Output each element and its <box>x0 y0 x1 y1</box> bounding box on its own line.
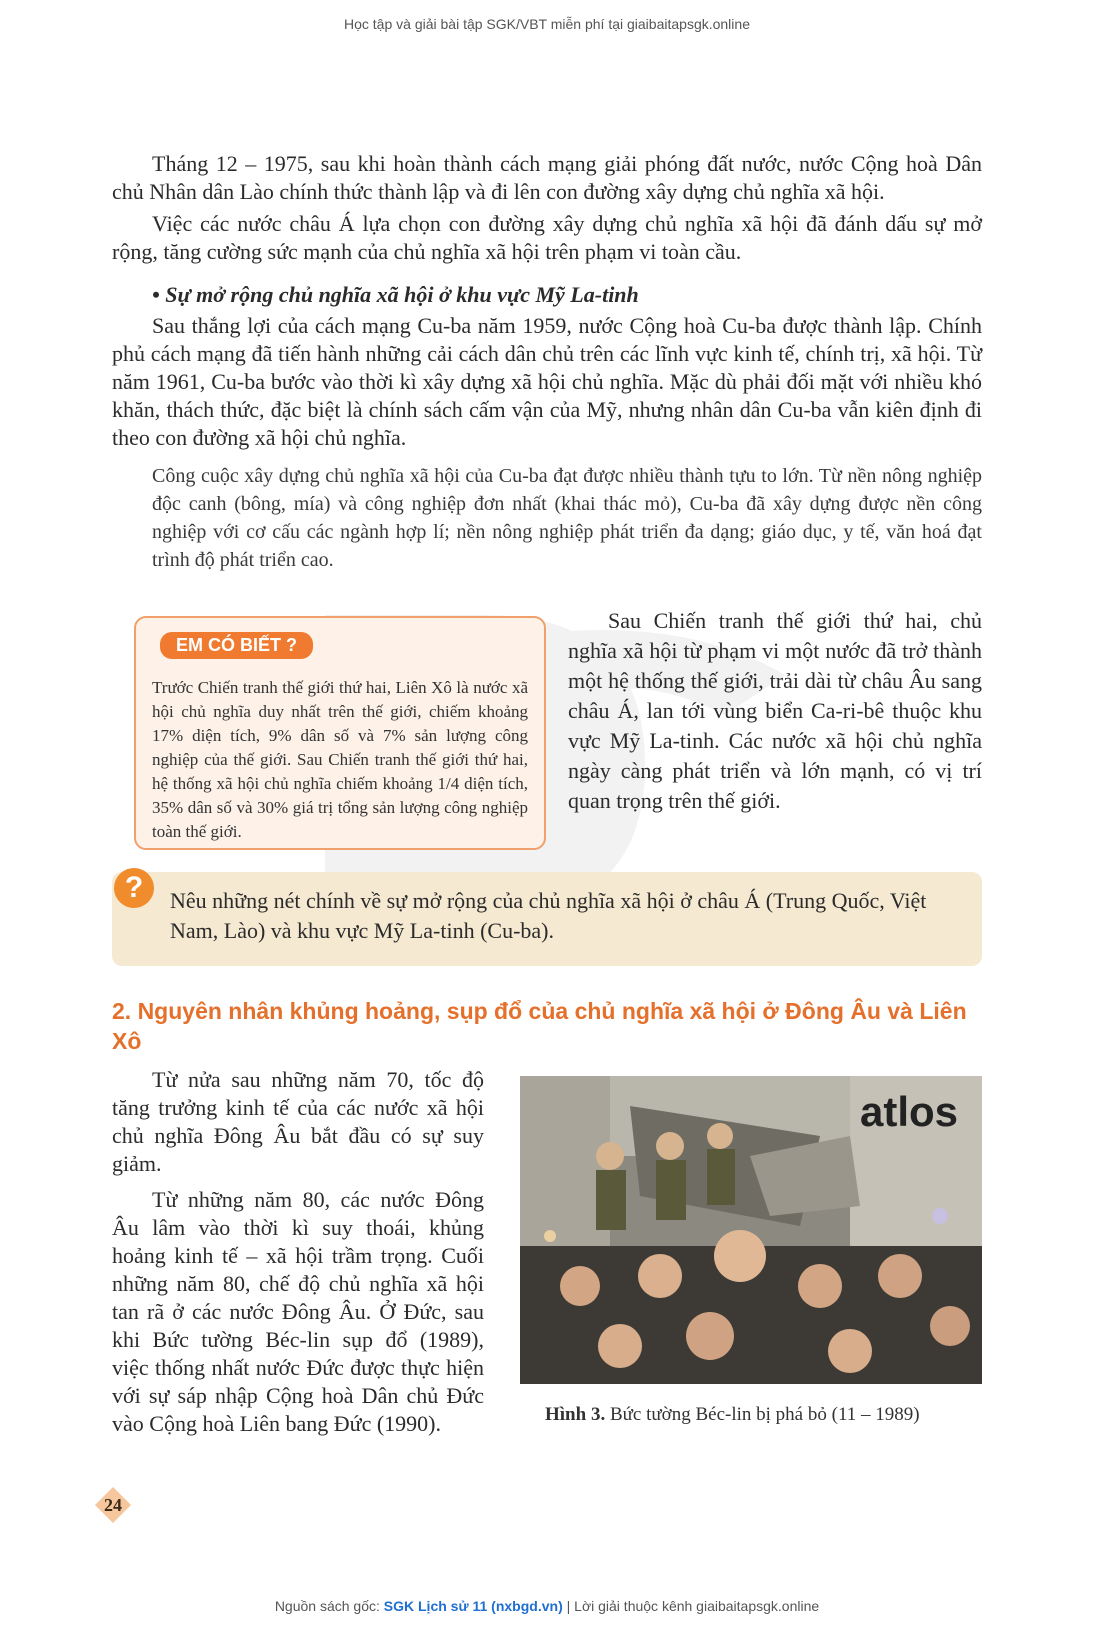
bullet-heading-latin-america: • Sự mở rộng chủ nghĩa xã hội ở khu vực Mỹ La-tinh <box>152 282 639 307</box>
top-banner: Học tập và giải bài tập SGK/VBT miễn phí tại giaibaitapsgk.online <box>344 16 750 32</box>
paragraph-growth-decline: Từ nửa sau những năm 70, tốc độ tăng trưởng kinh tế của các nước xã hội chủ nghĩa Đông Âu bắt đầu có sự suy giảm. <box>112 1067 484 1176</box>
source-book-link[interactable]: SGK Lịch sử 11 (nxbgd.vn) <box>383 1598 563 1614</box>
paragraph-cuba-achievements: Công cuộc xây dựng chủ nghĩa xã hội của Cu-ba đạt được nhiều thành tựu to lớn. Từ nền nông nghiệp độc canh (bông, mía) và công nghiệp đơn nhất (khai thác mỏ), Cu-ba đã xây dựng được nền công nghiệp với cơ cấu các ngành hợp lí; nền nông nghiệp phát triển đa dạng; giáo dục, y tế, văn hoá đạt trình độ phát triển cao. <box>152 465 982 571</box>
wall-graffiti: atlos <box>860 1088 959 1135</box>
question-text: Nêu những nét chính về sự mở rộng của chủ nghĩa xã hội ở châu Á (Trung Quốc, Việt Nam, Lào) và khu vực Mỹ La-tinh (Cu-ba). <box>170 888 927 943</box>
source-prefix: Nguồn sách gốc: <box>274 1598 380 1614</box>
paragraph-crisis: Từ những năm 80, các nước Đông Âu lâm vào thời kì suy thoái, khủng hoảng kinh tế – xã hội trầm trọng. Cuối những năm 80, chế độ chủ nghĩa xã hội tan rã ở các nước Đông Âu. Ở Đức, sau khi Bức tường Béc-lin sụp đổ (1989), việc thống nhất nước Đức được thực hiện với sự sáp nhập Cộng hoà Dân chủ Đức vào Cộng hoà Liên bang Đức (1990). <box>112 1187 484 1436</box>
page-number: 24 <box>104 1495 122 1515</box>
berlin-wall-photo-illustration <box>520 1076 982 1384</box>
paragraph-world-system: Sau Chiến tranh thế giới thứ hai, chủ nghĩa xã hội từ phạm vi một nước đã trở thành một hệ thống thế giới, trải dài từ châu Âu sang châu Á, lan tới vùng biển Ca-ri-bê thuộc khu vực Mỹ La-tinh. Các nước xã hội chủ nghĩa ngày càng phát triển và lớn mạnh, có vị trí quan trọng trên thế giới. <box>568 608 982 813</box>
berlin-wall-photo <box>520 1076 982 1384</box>
did-you-know-text: Trước Chiến tranh thế giới thứ hai, Liên Xô là nước xã hội chủ nghĩa duy nhất trên thế giới, chiếm khoảng 17% diện tích, 9% dân số và 7% sản lượng công nghiệp của thế giới. Sau Chiến tranh thế giới thứ hai, hệ thống xã hội chủ nghĩa chiếm khoảng 1/4 diện tích, 35% dân số và 30% giá trị tổng sản lượng công nghiệp toàn thế giới. <box>152 678 528 841</box>
section-heading-2: 2. Nguyên nhân khủng hoảng, sụp đổ của chủ nghĩa xã hội ở Đông Âu và Liên Xô <box>112 998 967 1054</box>
page-number-badge <box>93 1485 133 1525</box>
did-you-know-box <box>134 616 546 850</box>
figure-label: Hình 3. <box>545 1404 606 1425</box>
section-2-text <box>112 1066 484 1446</box>
paragraph-cuba-revolution: Sau thắng lợi của cách mạng Cu-ba năm 1959, nước Cộng hoà Cu-ba được thành lập. Chính phủ cách mạng đã tiến hành những cải cách dân chủ trên các lĩnh vực kinh tế, chính trị, xã hội. Từ năm 1961, Cu-ba bước vào thời kì xây dựng xã hội chủ nghĩa. Mặc dù phải đối mặt với nhiều khó khăn, thách thức, đặc biệt là chính sách cấm vận của Mỹ, nhưng nhân dân Cu-ba vẫn kiên định đi theo con đường xã hội chủ nghĩa. <box>112 313 982 450</box>
paragraph-laos: Tháng 12 – 1975, sau khi hoàn thành cách mạng giải phóng đất nước, nước Cộng hoà Dân chủ Nhân dân Lào chính thức thành lập và đi lên con đường xây dựng chủ nghĩa xã hội. <box>112 151 982 204</box>
source-suffix: | Lời giải thuộc kênh giaibaitapsgk.online <box>566 1598 820 1614</box>
did-you-know-title: EM CÓ BIẾT ? <box>160 632 313 659</box>
question-icon: ? <box>114 868 154 908</box>
paragraph-asia-expansion: Việc các nước châu Á lựa chọn con đường xây dựng chủ nghĩa xã hội đã đánh dấu sự mở rộng, tăng cường sức mạnh của chủ nghĩa xã hội trên phạm vi toàn cầu. <box>112 211 982 264</box>
figure-caption-text: Bức tường Béc-lin bị phá bỏ (11 – 1989) <box>609 1404 920 1425</box>
figure-caption <box>545 1404 920 1426</box>
bottom-banner <box>0 1598 1094 1614</box>
